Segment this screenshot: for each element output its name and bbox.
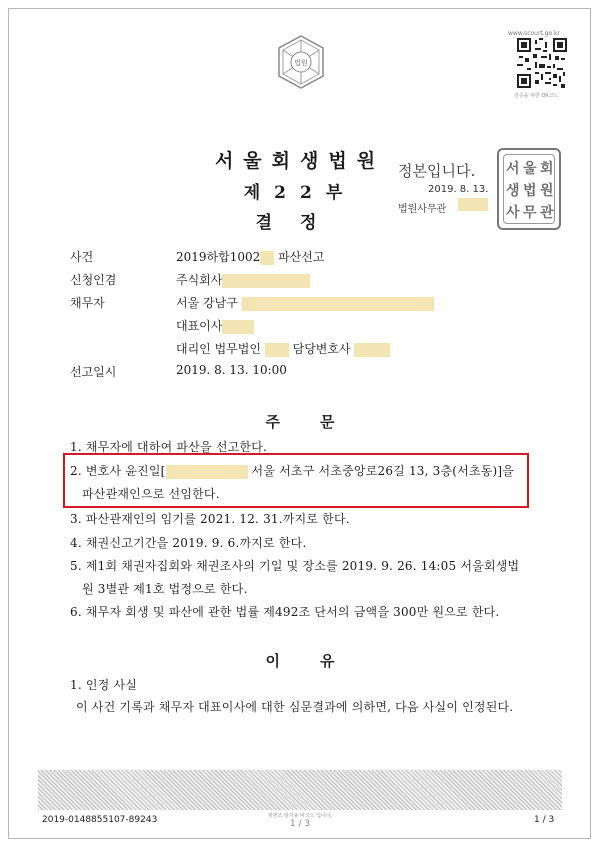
page-indicator-center: 1 / 3 [289, 819, 311, 829]
qr-caption: 검증을 위한 QR코드 [514, 93, 559, 99]
document-number: 2019-0148855107-89243 [42, 815, 158, 825]
redaction-mask [265, 343, 289, 357]
clerk-label: 법원사무관 [398, 204, 447, 215]
seal-char: 생 [506, 183, 520, 199]
applicant-name: 주식회사 [176, 273, 223, 287]
order-item-1: 1. 채무자에 대하여 파산을 선고한다. [70, 440, 268, 454]
field-value-case [176, 248, 324, 265]
reason-heading: 이유 [265, 652, 375, 670]
seal-char: 울 [523, 161, 537, 177]
anti-forgery-barcode [38, 770, 562, 810]
trustee-address: 서울 서초구 서초중앙로26길 13, 3층(서초동)]을 [251, 464, 515, 478]
representative-label: 대표이사 [176, 319, 223, 333]
certified-copy-stamp: 정본입니다. [398, 162, 476, 180]
page-indicator: 1 / 3 [534, 815, 555, 825]
redaction-mask [260, 251, 274, 265]
field-label-declaration-date [70, 363, 140, 380]
document-type-title: 결정 [255, 213, 345, 233]
field-label-text: 신청인겸 [70, 273, 117, 287]
agent-lawyer-label: 담당변호사 [292, 342, 351, 356]
seal-char: 원 [540, 183, 554, 199]
field-value-debtor [176, 294, 434, 311]
order-item-6: 6. 채무자 회생 및 파산에 관한 법률 제492조 단서의 금액을 300만 원으로 한다. [70, 605, 500, 619]
court-title: 서울회생법원 [214, 150, 386, 172]
order-item-2-text: 2. 변호사 윤진일[ [70, 464, 166, 478]
seal-char: 관 [540, 205, 554, 221]
order-item-2 [70, 462, 514, 479]
redaction-mask [222, 320, 254, 334]
field-value-applicant [176, 271, 310, 288]
redaction-mask [354, 343, 390, 357]
redaction-mask [458, 198, 488, 211]
field-label-text: 선고일시 [70, 365, 117, 379]
division-title: 제22부 [243, 183, 357, 203]
case-number: 2019하합1002 [176, 250, 261, 264]
order-item-3: 3. 파산관재인의 임기를 2021. 12. 31.까지로 한다. [70, 512, 350, 526]
certified-date: 2019. 8. 13. [428, 184, 489, 195]
field-label-applicant [70, 271, 140, 288]
seal-char: 사 [506, 205, 520, 221]
order-item-5: 5. 제1회 채권자집회와 채권조사의 기일 및 장소를 2019. 9. 26. 14:05 서울회생법 [70, 559, 520, 573]
redaction-mask [166, 465, 248, 479]
field-label-debtor [70, 294, 140, 311]
declaration-datetime: 2019. 8. 13. 10:00 [176, 363, 287, 377]
reason-paragraph: 이 사건 기록과 채무자 대표이사에 대한 심문결과에 의하면, 다음 사실이 인정된다. [76, 700, 514, 714]
seal-char: 회 [540, 161, 554, 177]
field-value-agent [176, 340, 390, 357]
seal-char: 법 [523, 183, 537, 199]
order-item-2-cont: 파산관재인으로 선임한다. [82, 487, 220, 501]
field-label-text: 채무자 [70, 296, 105, 310]
field-value-representative [176, 317, 254, 334]
field-label-case [70, 248, 140, 265]
qr-url: www.scourt.go.kr [508, 30, 560, 37]
field-label-text: 사건 [70, 250, 94, 264]
court-emblem-icon [273, 34, 329, 90]
qr-code-icon [517, 38, 567, 88]
debtor-address: 서울 강남구 [176, 296, 242, 310]
order-item-5-cont: 원 3별관 제1호 법정으로 한다. [82, 582, 248, 596]
redaction-mask [222, 274, 310, 288]
order-heading: 주문 [265, 413, 375, 431]
barcode-notice: 위변조 방지용 바코드 입니다. [267, 813, 333, 819]
seal-char: 서 [506, 161, 520, 177]
official-seal-icon [497, 148, 561, 230]
reason-item-1: 1. 인정 사실 [70, 678, 138, 692]
seal-char: 무 [523, 205, 537, 221]
agent-firm: 대리인 법무법인 [176, 342, 261, 356]
order-item-4: 4. 채권신고기간을 2019. 9. 6.까지로 한다. [70, 536, 307, 550]
redaction-mask [242, 297, 434, 311]
case-type: 파산선고 [278, 250, 325, 264]
emblem-text: 법원 [294, 59, 308, 67]
